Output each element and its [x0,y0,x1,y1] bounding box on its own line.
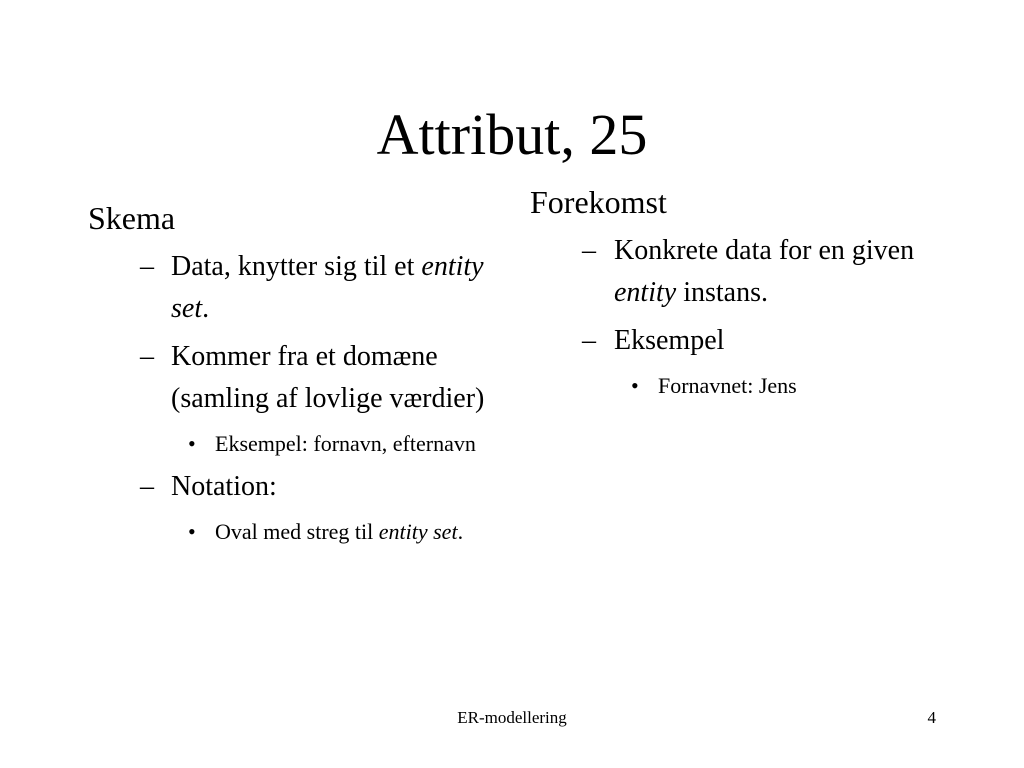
footer-label: ER-modellering [457,708,567,727]
left-item-3-text: Notation: [171,471,277,502]
left-item-1-end: . [202,293,210,324]
bullet-mark: • [188,431,196,456]
left-item-1-text: Data, knytter sig til et [171,251,422,282]
dash-mark: – [140,341,154,372]
right-item-1-italic: entity [614,277,677,308]
left-item-1 [88,246,508,330]
dash-mark: – [140,471,154,502]
left-item-3-sub-italic: entity set [378,519,458,544]
dash-mark: – [582,325,596,356]
right-item-1 [530,230,950,314]
right-item-2-sub [530,370,950,402]
left-item-2 [88,336,508,420]
bullet-mark: • [188,519,196,544]
right-item-2-text: Eksempel [614,325,725,356]
left-item-3 [88,466,508,508]
page-number: 4 [927,708,936,727]
right-column [530,180,950,402]
left-item-3-sub [88,516,508,548]
dash-mark: – [140,251,154,282]
left-item-3-sub-text: Oval med streg til [215,519,379,544]
left-item-1-italic: entity set [171,251,484,324]
dash-mark: – [582,235,596,266]
right-item-1-end: instans. [676,277,768,308]
right-item-2-sub-text: Fornavnet: Jens [658,373,797,398]
left-heading: Skema [88,200,176,236]
left-item-2-text: Kommer fra et domæne (samling af lovlige værdier) [171,341,485,414]
right-item-2 [530,320,950,362]
left-item-2-sub [88,428,508,460]
left-column [88,196,508,548]
left-item-3-sub-end: . [457,519,464,544]
right-heading: Forekomst [530,184,667,220]
slide-title: Attribut, 25 [376,102,648,167]
left-item-2-sub-text: Eksempel: fornavn, efternavn [215,431,476,456]
right-item-1-text: Konkrete data for en given [614,235,915,266]
bullet-mark: • [631,373,639,398]
